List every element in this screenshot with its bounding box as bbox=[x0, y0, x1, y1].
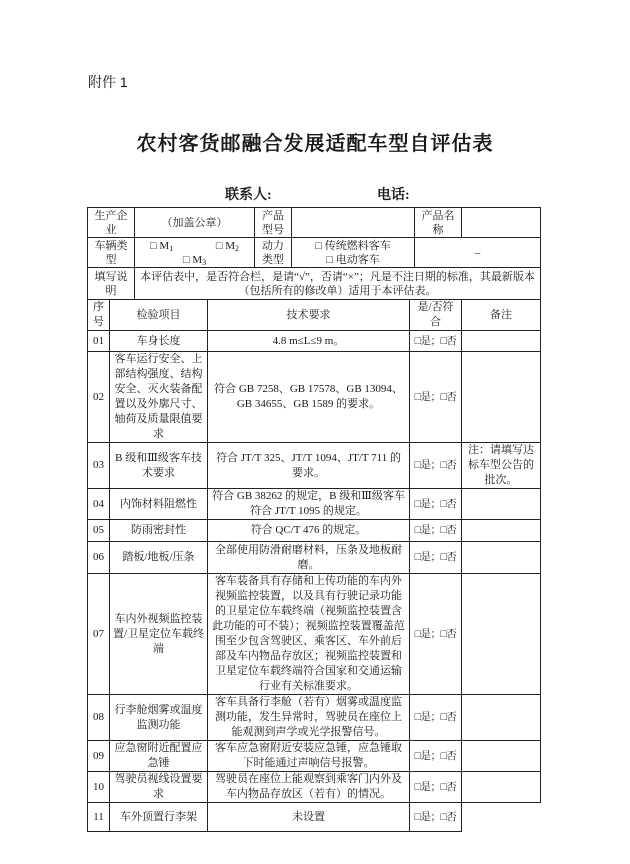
info-table bbox=[87, 207, 541, 300]
power-type-label-cell: 动力类型 bbox=[255, 238, 292, 268]
header-tech: 技术要求 bbox=[208, 300, 410, 331]
row-no: 06 bbox=[88, 542, 110, 574]
product-name-value-cell bbox=[462, 208, 541, 238]
row-remark bbox=[462, 542, 541, 574]
product-model-value-cell bbox=[292, 208, 415, 238]
row-tech: 符合 GB 7258、GB 17578、GB 13094、GB 34655、GB 1589 的要求。 bbox=[208, 352, 410, 443]
row-no: 03 bbox=[88, 443, 110, 489]
row-tech: 全部使用防滑耐磨材料，压条及地板耐磨。 bbox=[208, 542, 410, 574]
table-row bbox=[88, 542, 541, 574]
row-no: 07 bbox=[88, 574, 110, 695]
instructions-text-cell: 本评估表中，是否符合栏，是请“√”，否请“×”；凡是不注日期的标准，其最新版本（包括所有的修改单）适用于本评估表。 bbox=[135, 268, 541, 300]
row-item: 应急窗附近配置应急锤 bbox=[110, 741, 208, 772]
row-conform-checkboxes: □是；□否 bbox=[410, 772, 462, 803]
row-remark bbox=[462, 331, 541, 352]
header-item: 检验项目 bbox=[110, 300, 208, 331]
contact-line bbox=[0, 184, 630, 204]
checkbox-m1: □ $M_1$ bbox=[150, 239, 174, 253]
evaluation-form bbox=[87, 207, 543, 832]
table-row bbox=[88, 741, 541, 772]
row-conform-checkboxes: □是；□否 bbox=[410, 520, 462, 542]
instructions-label-cell: 填写说明 bbox=[88, 268, 135, 300]
power-type-value-cell: – bbox=[415, 238, 541, 268]
row-remark bbox=[462, 772, 541, 803]
row-item: 客车运行安全、上部结构强度、结构安全、灭火装备配置以及外廓尺寸、轴荷及质量限值要求 bbox=[110, 352, 208, 443]
row-item: 防雨密封性 bbox=[110, 520, 208, 542]
row-conform-checkboxes: □是；□否 bbox=[410, 542, 462, 574]
checkbox-m3: □ $M_3$ bbox=[182, 253, 207, 267]
checkbox-m2: □ $M_2$ bbox=[215, 239, 239, 253]
row-item: 驾驶员视线设置要求 bbox=[110, 772, 208, 803]
row-conform-checkboxes: □是；□否 bbox=[410, 741, 462, 772]
row-remark bbox=[462, 352, 541, 443]
row-no: 04 bbox=[88, 489, 110, 520]
row-item: 踏板/地板/压条 bbox=[110, 542, 208, 574]
row-item: 行李舱烟雾或温度监测功能 bbox=[110, 695, 208, 741]
checklist-table bbox=[87, 299, 541, 832]
row-item: B 级和Ⅲ级客车技术要求 bbox=[110, 443, 208, 489]
row-item: 车内外视频监控装置/卫星定位车载终端 bbox=[110, 574, 208, 695]
row-no: 11 bbox=[88, 803, 110, 832]
checklist-header-row bbox=[88, 300, 541, 331]
checkbox-electric: □ 电动客车 bbox=[326, 253, 380, 266]
row-tech: 客车装备具有存储和上传功能的车内外视频监控装置，以及具有行驶记录功能的卫星定位车载终端（视频监控装置含此功能的可不装）；视频监控装置覆盖范围至少包含驾驶区、乘客区、车外前后部及车内物品存放区；视频监控装置和卫星定位车载终端符合国家和交通运输行业有关标准要求。 bbox=[208, 574, 410, 695]
producer-seal-cell: （加盖公章） bbox=[135, 208, 255, 238]
row-no: 08 bbox=[88, 695, 110, 741]
header-remark: 备注 bbox=[462, 300, 541, 331]
row-remark bbox=[462, 574, 541, 695]
row-conform-checkboxes: □是；□否 bbox=[410, 803, 462, 832]
vehicle-type-options-cell bbox=[135, 238, 255, 268]
row-no: 01 bbox=[88, 331, 110, 352]
row-tech: 符合 JT/T 325、JT/T 1094、JT/T 711 的要求。 bbox=[208, 443, 410, 489]
row-conform-checkboxes: □是；□否 bbox=[410, 489, 462, 520]
table-row bbox=[88, 695, 541, 741]
row-conform-checkboxes: □是；□否 bbox=[410, 352, 462, 443]
row-tech: 符合 QC/T 476 的规定。 bbox=[208, 520, 410, 542]
row-remark bbox=[462, 520, 541, 542]
table-row bbox=[88, 443, 541, 489]
row-item: 车身长度 bbox=[110, 331, 208, 352]
row-item: 车外顶置行李架 bbox=[110, 803, 208, 832]
row-remark bbox=[462, 695, 541, 741]
vehicle-type-row bbox=[88, 238, 541, 268]
table-row bbox=[88, 489, 541, 520]
row-tech: 4.8 m≤L≤9 m。 bbox=[208, 331, 410, 352]
table-row bbox=[88, 520, 541, 542]
table-row bbox=[88, 803, 541, 832]
row-remark bbox=[462, 489, 541, 520]
row-tech: 客车应急窗附近安装应急锤，应急锤取下时能通过声响信号报警。 bbox=[208, 741, 410, 772]
phone-label: 电话: bbox=[377, 188, 410, 203]
table-row bbox=[88, 772, 541, 803]
row-remark bbox=[462, 741, 541, 772]
row-conform-checkboxes: □是；□否 bbox=[410, 574, 462, 695]
power-type-options-cell bbox=[292, 238, 415, 268]
table-row bbox=[88, 574, 541, 695]
row-no: 02 bbox=[88, 352, 110, 443]
row-remark-cutoff bbox=[462, 803, 541, 832]
vehicle-type-label-cell: 车辆类型 bbox=[88, 238, 135, 268]
contact-person-label: 联系人: bbox=[225, 188, 272, 203]
product-name-label-cell: 产品名称 bbox=[415, 208, 462, 238]
row-conform-checkboxes: □是；□否 bbox=[410, 331, 462, 352]
checkbox-traditional-fuel: □ 传统燃料客车 bbox=[315, 239, 391, 252]
row-tech: 符合 GB 38262 的规定，B 级和Ⅲ级客车符合 JT/T 1095 的规定。 bbox=[208, 489, 410, 520]
producer-row bbox=[88, 208, 541, 238]
row-conform-checkboxes: □是；□否 bbox=[410, 695, 462, 741]
attachment-label: 附件 1 bbox=[88, 74, 128, 90]
header-conform: 是/否符合 bbox=[410, 300, 462, 331]
instructions-row bbox=[88, 268, 541, 300]
page-title: 农村客货邮融合发展适配车型自评估表 bbox=[136, 133, 494, 155]
producer-label-cell: 生产企业 bbox=[88, 208, 135, 238]
row-remark: 注：请填写达标车型公告的批次。 bbox=[462, 443, 541, 489]
row-no: 10 bbox=[88, 772, 110, 803]
row-tech: 驾驶员在座位上能观察到乘客门内外及车内物品存放区（若有）的情况。 bbox=[208, 772, 410, 803]
table-row bbox=[88, 331, 541, 352]
header-no: 序号 bbox=[88, 300, 110, 331]
row-no: 05 bbox=[88, 520, 110, 542]
row-item: 内饰材料阻燃性 bbox=[110, 489, 208, 520]
product-model-label-cell: 产品型号 bbox=[255, 208, 292, 238]
row-tech: 未设置 bbox=[208, 803, 410, 832]
row-no: 09 bbox=[88, 741, 110, 772]
row-tech: 客车具备行李舱（若有）烟雾或温度监测功能，发生异常时，驾驶员在座位上能观测到声学或光学报警信号。 bbox=[208, 695, 410, 741]
table-row bbox=[88, 352, 541, 443]
row-conform-checkboxes: □是；□否 bbox=[410, 443, 462, 489]
